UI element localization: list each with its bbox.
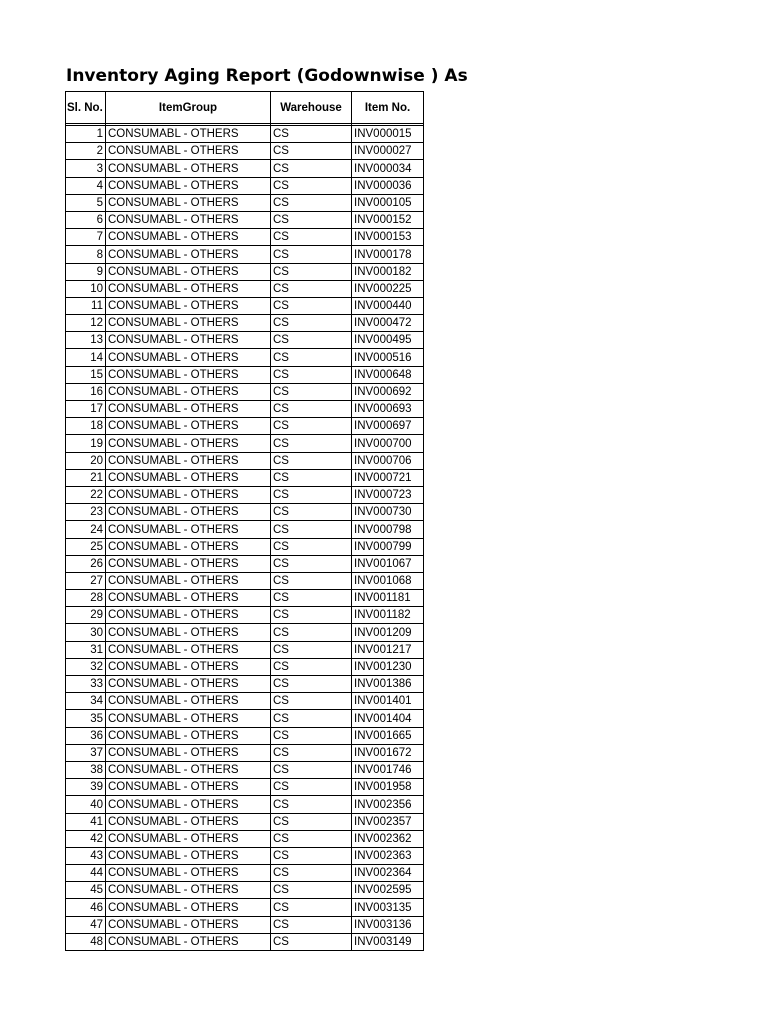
cell-item-group: CONSUMABL - OTHERS xyxy=(106,194,271,211)
cell-sl-no: 35 xyxy=(66,710,106,727)
cell-item-group: CONSUMABL - OTHERS xyxy=(106,211,271,228)
cell-warehouse: CS xyxy=(271,607,352,624)
cell-item-no: INV000440 xyxy=(352,297,424,314)
cell-item-group: CONSUMABL - OTHERS xyxy=(106,229,271,246)
cell-sl-no: 28 xyxy=(66,590,106,607)
cell-sl-no: 17 xyxy=(66,401,106,418)
table-row xyxy=(66,624,424,641)
cell-warehouse: CS xyxy=(271,572,352,589)
table-row xyxy=(66,830,424,847)
cell-warehouse: CS xyxy=(271,693,352,710)
table-row xyxy=(66,143,424,160)
cell-item-group: CONSUMABL - OTHERS xyxy=(106,641,271,658)
cell-item-no: INV001209 xyxy=(352,624,424,641)
cell-warehouse: CS xyxy=(271,452,352,469)
cell-item-no: INV000178 xyxy=(352,246,424,263)
cell-item-group: CONSUMABL - OTHERS xyxy=(106,779,271,796)
cell-sl-no: 32 xyxy=(66,658,106,675)
table-row xyxy=(66,211,424,228)
cell-warehouse: CS xyxy=(271,435,352,452)
cell-sl-no: 45 xyxy=(66,882,106,899)
cell-item-no: INV000225 xyxy=(352,280,424,297)
cell-item-group: CONSUMABL - OTHERS xyxy=(106,469,271,486)
cell-item-no: INV001217 xyxy=(352,641,424,658)
cell-sl-no: 46 xyxy=(66,899,106,916)
cell-item-no: INV000723 xyxy=(352,486,424,503)
table-row xyxy=(66,693,424,710)
cell-item-group: CONSUMABL - OTHERS xyxy=(106,933,271,950)
cell-item-group: CONSUMABL - OTHERS xyxy=(106,624,271,641)
cell-item-no: INV000692 xyxy=(352,383,424,400)
cell-sl-no: 25 xyxy=(66,538,106,555)
table-row xyxy=(66,160,424,177)
cell-item-no: INV001665 xyxy=(352,727,424,744)
cell-warehouse: CS xyxy=(271,297,352,314)
cell-item-no: INV001181 xyxy=(352,590,424,607)
cell-sl-no: 22 xyxy=(66,486,106,503)
cell-item-no: INV003149 xyxy=(352,933,424,950)
table-row xyxy=(66,658,424,675)
inventory-table xyxy=(65,91,424,951)
cell-item-no: INV000495 xyxy=(352,332,424,349)
cell-warehouse: CS xyxy=(271,658,352,675)
cell-sl-no: 12 xyxy=(66,315,106,332)
cell-item-no: INV001067 xyxy=(352,555,424,572)
cell-sl-no: 1 xyxy=(66,126,106,143)
table-row xyxy=(66,813,424,830)
cell-sl-no: 3 xyxy=(66,160,106,177)
cell-warehouse: CS xyxy=(271,676,352,693)
cell-warehouse: CS xyxy=(271,383,352,400)
cell-item-group: CONSUMABL - OTHERS xyxy=(106,555,271,572)
cell-warehouse: CS xyxy=(271,727,352,744)
cell-item-no: INV000027 xyxy=(352,143,424,160)
table-row xyxy=(66,847,424,864)
cell-sl-no: 36 xyxy=(66,727,106,744)
cell-item-group: CONSUMABL - OTHERS xyxy=(106,332,271,349)
table-row xyxy=(66,418,424,435)
cell-item-no: INV000721 xyxy=(352,469,424,486)
cell-warehouse: CS xyxy=(271,263,352,280)
header-row xyxy=(66,92,424,124)
cell-warehouse: CS xyxy=(271,865,352,882)
cell-item-no: INV002595 xyxy=(352,882,424,899)
cell-item-no: INV001672 xyxy=(352,744,424,761)
table-row xyxy=(66,710,424,727)
cell-item-group: CONSUMABL - OTHERS xyxy=(106,126,271,143)
table-row xyxy=(66,229,424,246)
cell-item-group: CONSUMABL - OTHERS xyxy=(106,727,271,744)
cell-sl-no: 15 xyxy=(66,366,106,383)
table-row xyxy=(66,572,424,589)
cell-warehouse: CS xyxy=(271,126,352,143)
cell-sl-no: 2 xyxy=(66,143,106,160)
table-row xyxy=(66,280,424,297)
cell-warehouse: CS xyxy=(271,160,352,177)
cell-item-group: CONSUMABL - OTHERS xyxy=(106,865,271,882)
cell-item-group: CONSUMABL - OTHERS xyxy=(106,143,271,160)
cell-sl-no: 42 xyxy=(66,830,106,847)
cell-item-no: INV000182 xyxy=(352,263,424,280)
cell-warehouse: CS xyxy=(271,229,352,246)
table-row xyxy=(66,882,424,899)
cell-sl-no: 37 xyxy=(66,744,106,761)
cell-sl-no: 18 xyxy=(66,418,106,435)
cell-warehouse: CS xyxy=(271,882,352,899)
table-row xyxy=(66,796,424,813)
cell-item-no: INV001958 xyxy=(352,779,424,796)
cell-warehouse: CS xyxy=(271,349,352,366)
cell-item-no: INV002356 xyxy=(352,796,424,813)
cell-warehouse: CS xyxy=(271,469,352,486)
cell-warehouse: CS xyxy=(271,194,352,211)
cell-item-no: INV000153 xyxy=(352,229,424,246)
cell-sl-no: 27 xyxy=(66,572,106,589)
cell-sl-no: 9 xyxy=(66,263,106,280)
cell-item-no: INV003135 xyxy=(352,899,424,916)
cell-item-group: CONSUMABL - OTHERS xyxy=(106,813,271,830)
table-row xyxy=(66,349,424,366)
cell-item-group: CONSUMABL - OTHERS xyxy=(106,297,271,314)
cell-item-group: CONSUMABL - OTHERS xyxy=(106,744,271,761)
cell-item-group: CONSUMABL - OTHERS xyxy=(106,572,271,589)
cell-warehouse: CS xyxy=(271,744,352,761)
cell-warehouse: CS xyxy=(271,246,352,263)
cell-item-group: CONSUMABL - OTHERS xyxy=(106,693,271,710)
table-row xyxy=(66,263,424,280)
cell-warehouse: CS xyxy=(271,177,352,194)
table-row xyxy=(66,727,424,744)
column-header-warehouse: Warehouse xyxy=(271,92,352,124)
table-row xyxy=(66,194,424,211)
cell-item-group: CONSUMABL - OTHERS xyxy=(106,847,271,864)
table-row xyxy=(66,865,424,882)
cell-warehouse: CS xyxy=(271,899,352,916)
cell-warehouse: CS xyxy=(271,521,352,538)
cell-sl-no: 40 xyxy=(66,796,106,813)
cell-item-group: CONSUMABL - OTHERS xyxy=(106,349,271,366)
table-row xyxy=(66,899,424,916)
cell-warehouse: CS xyxy=(271,486,352,503)
cell-item-group: CONSUMABL - OTHERS xyxy=(106,761,271,778)
cell-item-group: CONSUMABL - OTHERS xyxy=(106,401,271,418)
cell-item-no: INV002357 xyxy=(352,813,424,830)
cell-sl-no: 47 xyxy=(66,916,106,933)
cell-sl-no: 20 xyxy=(66,452,106,469)
cell-sl-no: 33 xyxy=(66,676,106,693)
cell-sl-no: 6 xyxy=(66,211,106,228)
cell-warehouse: CS xyxy=(271,590,352,607)
cell-warehouse: CS xyxy=(271,315,352,332)
cell-warehouse: CS xyxy=(271,813,352,830)
cell-item-group: CONSUMABL - OTHERS xyxy=(106,280,271,297)
cell-item-no: INV000152 xyxy=(352,211,424,228)
cell-warehouse: CS xyxy=(271,624,352,641)
cell-sl-no: 16 xyxy=(66,383,106,400)
cell-sl-no: 38 xyxy=(66,761,106,778)
cell-item-group: CONSUMABL - OTHERS xyxy=(106,676,271,693)
cell-item-no: INV000516 xyxy=(352,349,424,366)
cell-warehouse: CS xyxy=(271,332,352,349)
cell-item-no: INV002363 xyxy=(352,847,424,864)
table-row xyxy=(66,933,424,950)
cell-warehouse: CS xyxy=(271,418,352,435)
table-header xyxy=(66,92,424,124)
cell-item-no: INV001068 xyxy=(352,572,424,589)
cell-item-no: INV000700 xyxy=(352,435,424,452)
cell-warehouse: CS xyxy=(271,366,352,383)
table-row xyxy=(66,538,424,555)
cell-item-group: CONSUMABL - OTHERS xyxy=(106,315,271,332)
table-row xyxy=(66,177,424,194)
cell-item-no: INV000015 xyxy=(352,126,424,143)
cell-item-group: CONSUMABL - OTHERS xyxy=(106,882,271,899)
cell-warehouse: CS xyxy=(271,761,352,778)
cell-item-no: INV000034 xyxy=(352,160,424,177)
cell-item-no: INV001230 xyxy=(352,658,424,675)
table-row xyxy=(66,607,424,624)
cell-sl-no: 30 xyxy=(66,624,106,641)
cell-warehouse: CS xyxy=(271,641,352,658)
cell-item-no: INV000799 xyxy=(352,538,424,555)
cell-sl-no: 21 xyxy=(66,469,106,486)
cell-sl-no: 11 xyxy=(66,297,106,314)
cell-warehouse: CS xyxy=(271,555,352,572)
cell-item-group: CONSUMABL - OTHERS xyxy=(106,177,271,194)
cell-sl-no: 39 xyxy=(66,779,106,796)
table-row xyxy=(66,401,424,418)
cell-item-no: INV000105 xyxy=(352,194,424,211)
table-row xyxy=(66,246,424,263)
cell-warehouse: CS xyxy=(271,933,352,950)
cell-item-no: INV001182 xyxy=(352,607,424,624)
cell-item-no: INV001746 xyxy=(352,761,424,778)
table-row xyxy=(66,641,424,658)
cell-sl-no: 13 xyxy=(66,332,106,349)
cell-item-group: CONSUMABL - OTHERS xyxy=(106,418,271,435)
cell-warehouse: CS xyxy=(271,710,352,727)
cell-warehouse: CS xyxy=(271,280,352,297)
cell-item-group: CONSUMABL - OTHERS xyxy=(106,710,271,727)
cell-sl-no: 31 xyxy=(66,641,106,658)
table-row xyxy=(66,469,424,486)
cell-item-no: INV000036 xyxy=(352,177,424,194)
cell-item-group: CONSUMABL - OTHERS xyxy=(106,899,271,916)
cell-sl-no: 7 xyxy=(66,229,106,246)
table-row xyxy=(66,486,424,503)
cell-sl-no: 24 xyxy=(66,521,106,538)
cell-sl-no: 8 xyxy=(66,246,106,263)
cell-sl-no: 48 xyxy=(66,933,106,950)
cell-item-group: CONSUMABL - OTHERS xyxy=(106,658,271,675)
cell-item-no: INV000648 xyxy=(352,366,424,383)
table-row xyxy=(66,383,424,400)
cell-item-no: INV000730 xyxy=(352,504,424,521)
cell-sl-no: 41 xyxy=(66,813,106,830)
cell-item-group: CONSUMABL - OTHERS xyxy=(106,521,271,538)
table-row xyxy=(66,504,424,521)
cell-item-group: CONSUMABL - OTHERS xyxy=(106,452,271,469)
cell-sl-no: 44 xyxy=(66,865,106,882)
column-header-item-no: Item No. xyxy=(352,92,424,124)
cell-sl-no: 43 xyxy=(66,847,106,864)
cell-sl-no: 10 xyxy=(66,280,106,297)
cell-item-group: CONSUMABL - OTHERS xyxy=(106,916,271,933)
cell-item-group: CONSUMABL - OTHERS xyxy=(106,263,271,280)
cell-item-no: INV000697 xyxy=(352,418,424,435)
cell-item-group: CONSUMABL - OTHERS xyxy=(106,160,271,177)
table-row xyxy=(66,555,424,572)
cell-warehouse: CS xyxy=(271,504,352,521)
cell-sl-no: 19 xyxy=(66,435,106,452)
cell-item-group: CONSUMABL - OTHERS xyxy=(106,830,271,847)
cell-item-group: CONSUMABL - OTHERS xyxy=(106,246,271,263)
cell-item-group: CONSUMABL - OTHERS xyxy=(106,607,271,624)
cell-item-group: CONSUMABL - OTHERS xyxy=(106,383,271,400)
cell-item-group: CONSUMABL - OTHERS xyxy=(106,366,271,383)
report-title: Inventory Aging Report (Godownwise ) As xyxy=(66,66,468,86)
cell-item-group: CONSUMABL - OTHERS xyxy=(106,486,271,503)
cell-warehouse: CS xyxy=(271,916,352,933)
table-row xyxy=(66,315,424,332)
cell-warehouse: CS xyxy=(271,211,352,228)
cell-sl-no: 29 xyxy=(66,607,106,624)
cell-item-no: INV002364 xyxy=(352,865,424,882)
table-row xyxy=(66,297,424,314)
cell-item-group: CONSUMABL - OTHERS xyxy=(106,504,271,521)
cell-sl-no: 34 xyxy=(66,693,106,710)
cell-item-no: INV003136 xyxy=(352,916,424,933)
cell-item-no: INV000693 xyxy=(352,401,424,418)
table-row xyxy=(66,916,424,933)
table-row xyxy=(66,332,424,349)
cell-sl-no: 23 xyxy=(66,504,106,521)
cell-sl-no: 14 xyxy=(66,349,106,366)
table-row xyxy=(66,744,424,761)
table-row xyxy=(66,366,424,383)
cell-warehouse: CS xyxy=(271,401,352,418)
cell-warehouse: CS xyxy=(271,830,352,847)
table-row xyxy=(66,521,424,538)
cell-warehouse: CS xyxy=(271,779,352,796)
table-body xyxy=(66,124,424,951)
cell-warehouse: CS xyxy=(271,143,352,160)
cell-sl-no: 26 xyxy=(66,555,106,572)
table-row xyxy=(66,452,424,469)
cell-item-no: INV001386 xyxy=(352,676,424,693)
cell-item-no: INV001404 xyxy=(352,710,424,727)
cell-item-group: CONSUMABL - OTHERS xyxy=(106,796,271,813)
cell-item-group: CONSUMABL - OTHERS xyxy=(106,435,271,452)
column-header-sl-no: Sl. No. xyxy=(66,92,106,124)
table-row xyxy=(66,126,424,143)
cell-item-no: INV000472 xyxy=(352,315,424,332)
cell-item-no: INV001401 xyxy=(352,693,424,710)
cell-item-group: CONSUMABL - OTHERS xyxy=(106,590,271,607)
cell-warehouse: CS xyxy=(271,538,352,555)
cell-warehouse: CS xyxy=(271,796,352,813)
cell-item-no: INV000706 xyxy=(352,452,424,469)
table-row xyxy=(66,761,424,778)
cell-item-no: INV002362 xyxy=(352,830,424,847)
cell-warehouse: CS xyxy=(271,847,352,864)
table-row xyxy=(66,435,424,452)
table-row xyxy=(66,779,424,796)
table-row xyxy=(66,676,424,693)
cell-item-no: INV000798 xyxy=(352,521,424,538)
cell-item-group: CONSUMABL - OTHERS xyxy=(106,538,271,555)
cell-sl-no: 5 xyxy=(66,194,106,211)
table-row xyxy=(66,590,424,607)
cell-sl-no: 4 xyxy=(66,177,106,194)
column-header-item-group: ItemGroup xyxy=(106,92,271,124)
